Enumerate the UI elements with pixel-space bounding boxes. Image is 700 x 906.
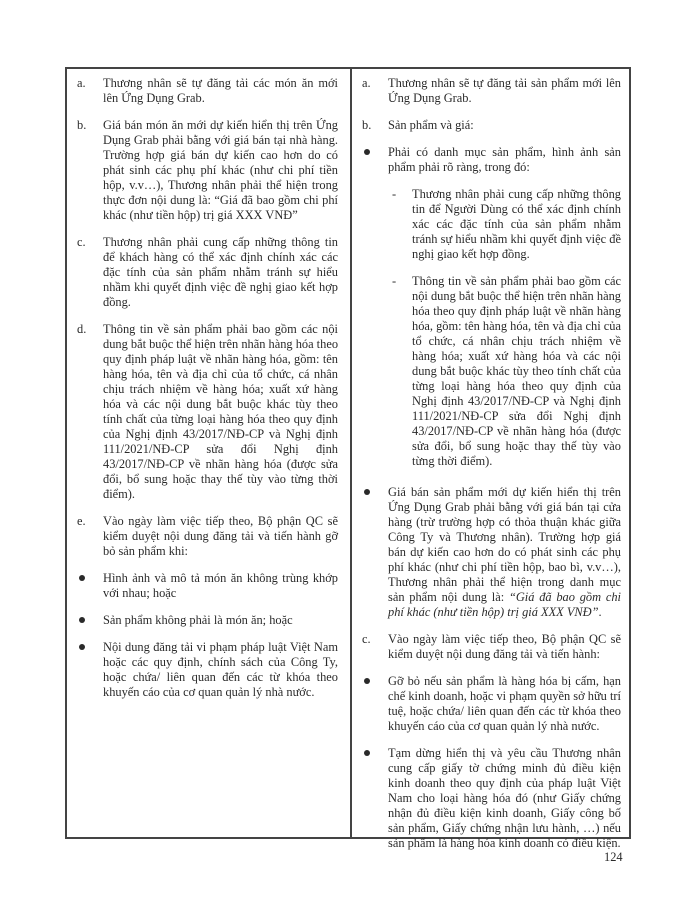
bullet-item [77,613,338,628]
item-text: Vào ngày làm việc tiếp theo, Bộ phận QC sẽ kiểm duyệt nội dung đăng tải và tiến hành gỡ bỏ sản phẩm khi: [103,514,338,558]
list-item [77,235,338,310]
bullet-icon [364,750,370,756]
bullet-icon [364,678,370,684]
item-marker: c. [362,632,371,646]
bullet-item [77,640,338,700]
item-text: Thương nhân phải cung cấp những thông tin để khách hàng có thể xác định chính xác các đặc tính của sản phẩm nhằm tránh sự hiểu nhầm khi quyết định việc đề nghị giao kết hợp đồng. [103,235,338,309]
item-marker: d. [77,322,87,336]
list-item [77,76,338,106]
bullet-text: Phải có danh mục sản phẩm, hình ảnh sản phẩm phải rõ ràng, trong đó: [388,145,621,174]
bullet-text: Gỡ bỏ nếu sản phẩm là hàng hóa bị cấm, hạn chế kinh doanh, hoặc vi phạm quyền sở hữu trí tuệ, hoặc chứa/ liên quan đến các từ khóa theo khuyến cáo của cơ quan quản lý nhà nước. [388,674,621,733]
list-item [362,76,621,106]
list-item [362,118,621,133]
item-text: Thương nhân sẽ tự đăng tải sản phẩm mới lên Ứng Dụng Grab. [388,76,621,105]
bullet-icon [79,644,85,650]
bullet-item [77,571,338,601]
dash-item [388,274,621,469]
left-column [67,69,352,837]
item-text: Sản phẩm và giá: [388,118,474,132]
right-column [352,69,629,850]
dash-icon: - [392,274,397,288]
item-marker: e. [77,514,86,528]
bullet-text: Giá bán sản phẩm mới dự kiến hiển thị trên Ứng Dụng Grab phải bằng với giá bán tại cửa hàng (trừ trường hợp có thỏa thuận khác giữa Công Ty và Thương nhân). Trường hợp giá bán dự kiến cao hơn do có phát sinh các phụ phí khác (như chi phí tiền hộp, bao bì, v.v…), Thương nhân phải thể hiện trong danh mục sản phẩm nội dung là: “Giá đã bao gồm chi phí khác (như tiền hộp) trị giá XXX VNĐ”. [388,485,621,619]
bullet-text: Tạm dừng hiển thị và yêu cầu Thương nhân cung cấp giấy tờ chứng minh đủ điều kiện kinh doanh theo quy định của pháp luật Việt Nam cho loại hàng hóa đó (như Giấy chứng nhận đủ điều kiện kinh doanh, Giấy công bố sản phẩm, Giấy chứng nhận lưu hành, …) nếu sản phẩm là hàng hóa kinh doanh có điều kiện. [388,746,621,850]
dash-item [388,187,621,262]
bullet-item [362,674,621,734]
comparison-table [65,67,631,850]
list-item [362,632,621,662]
bullet-item [362,485,621,620]
bullet-text: Sản phẩm không phải là món ăn; hoặc [103,613,293,627]
page-number: 124 [604,850,623,864]
bullet-icon [79,575,85,581]
dash-text: Thương nhân phải cung cấp những thông tin để Người Dùng có thể xác định chính xác các đặc tính của sản phẩm nhằm tránh sự hiểu nhầm khi quyết định việc đề nghị giao kết hợp đồng. [412,187,621,261]
item-marker: c. [77,235,86,249]
list-item [77,322,338,502]
list-item [77,118,338,223]
bullet-text: Hình ảnh và mô tả món ăn không trùng khớp với nhau; hoặc [103,571,338,600]
item-text: Giá bán món ăn mới dự kiến hiển thị trên Ứng Dụng Grab phải bằng với giá bán tại nhà hàng. Trường hợp giá bán dự kiến cao hơn do có phát sinh các phụ phí khác (như chi phí tiền hộp, v.v…), Thương nhân phải thể hiện trong thực đơn nội dung là: “Giá đã bao gồm chi phí khác (như tiền hộp) trị giá XXX VNĐ” [103,118,338,222]
dash-text: Thông tin về sản phẩm phải bao gồm các nội dung bắt buộc thể hiện trên nhãn hàng hóa theo quy định pháp luật về nhãn hàng hóa, gồm: tên hàng hóa, tên và địa chỉ của tổ chức, cá nhân chịu trách nhiệm về hàng hóa; xuất xứ hàng hóa và các nội dung bắt buộc khác tùy theo tính chất của từng loại hàng hóa theo quy định của Nghị định 43/2017/NĐ-CP và Nghị định 111/2021/NĐ-CP sửa đổi Nghị định 43/2017/NĐ-CP về nhãn hàng hóa (được sửa đổi, bổ sung hoặc thay thế tùy vào từng thời điểm). [412,274,621,468]
bullet-icon [79,617,85,623]
bullet-icon [364,149,370,155]
bullet-item [362,746,621,851]
item-marker: b. [77,118,87,132]
item-marker: a. [77,76,86,90]
item-text: Thông tin về sản phẩm phải bao gồm các nội dung bắt buộc thể hiện trên nhãn hàng hóa theo quy định pháp luật về nhãn hàng hóa, gồm: tên hàng hóa, tên và địa chỉ của tổ chức, cá nhân chịu trách nhiệm về hàng hóa; xuất xứ hàng hóa và các nội dung bắt buộc khác tùy theo tính chất của từng loại hàng hóa theo quy định của Nghị định 43/2017/NĐ-CP và Nghị định 111/2021/NĐ-CP sửa đổi Nghị định 43/2017/NĐ-CP về nhãn hàng hóa (được sửa đổi, bổ sung hoặc thay thế tùy vào từng thời điểm). [103,322,339,501]
dash-icon: - [392,187,397,201]
bullet-icon [364,489,370,495]
list-item [77,514,338,559]
item-text: Vào ngày làm việc tiếp theo, Bộ phận QC sẽ kiểm duyệt nội dung đăng tải và tiến hành: [388,632,621,661]
item-marker: b. [362,118,372,132]
item-marker: a. [362,76,371,90]
bullet-item [362,145,621,175]
italic-quote: “Giá đã bao gồm chi phí khác (như tiền hộp) trị giá XXX VNĐ” [388,590,621,619]
item-text: Thương nhân sẽ tự đăng tải các món ăn mới lên Ứng Dụng Grab. [103,76,338,105]
bullet-text: Nội dung đăng tải vi phạm pháp luật Việt Nam hoặc các quy định, chính sách của Công Ty, hoặc chứa/ liên quan đến các từ khóa theo khuyến cáo của cơ quan quản lý nhà nước. [103,640,338,699]
